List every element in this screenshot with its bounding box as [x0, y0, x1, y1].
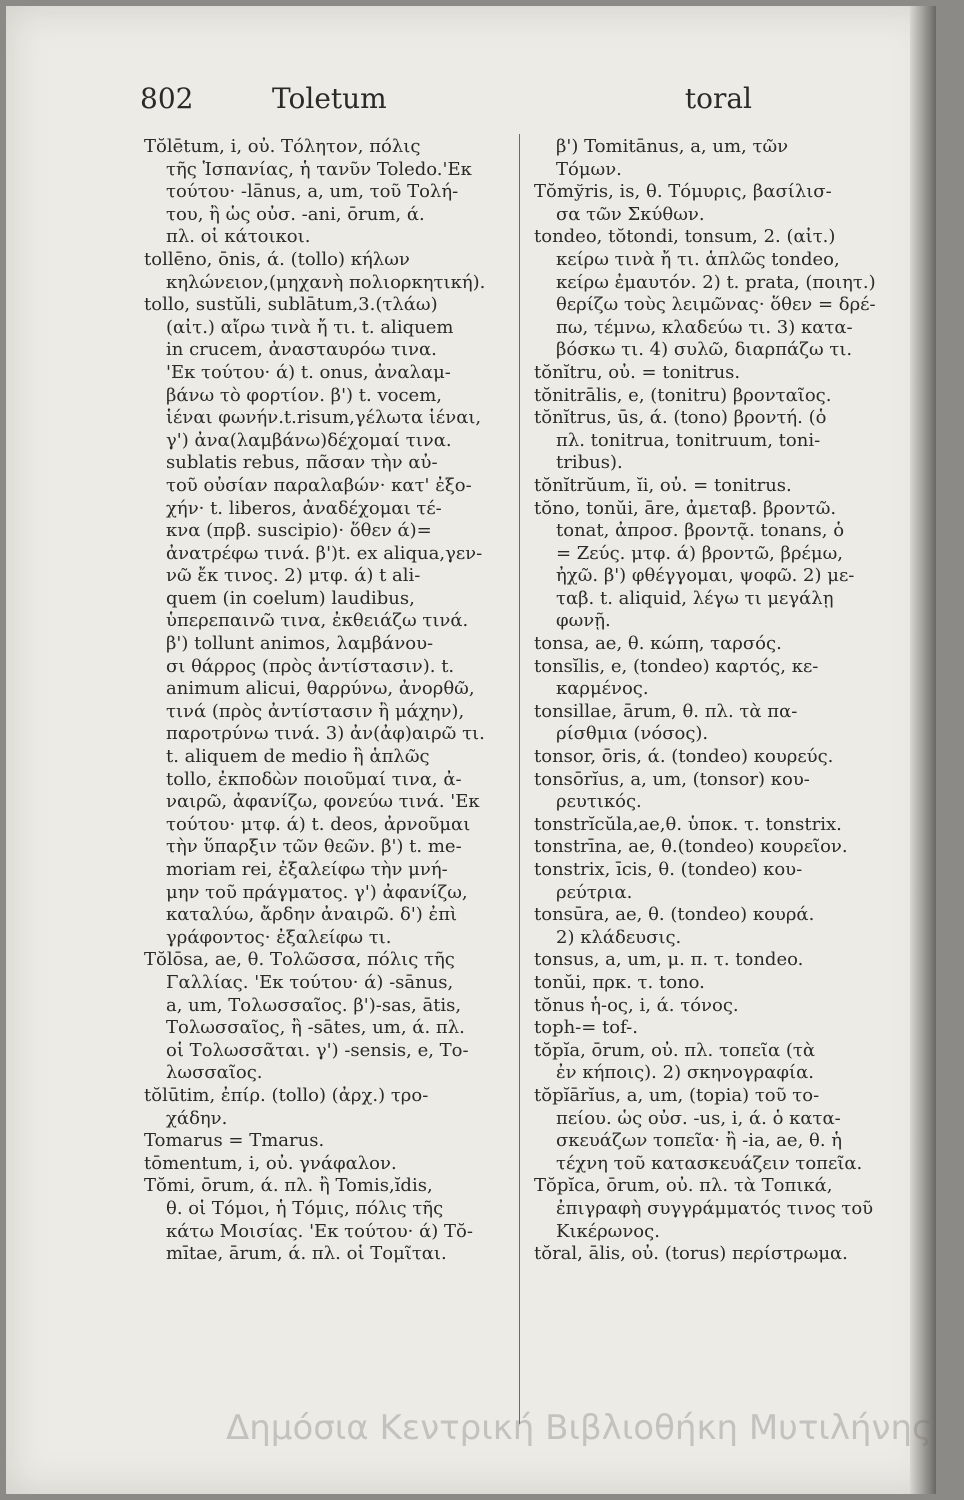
entry-line: τέχνη τοῦ κατασκευάζειν τοπεῖα. [556, 1152, 863, 1174]
entry-line: β') tollunt animos, λαμβάνου- [166, 633, 434, 655]
entry-line: tondeo, tŏtondi, tonsum, 2. (αἰτ.) [534, 226, 836, 248]
entry-line: Tŏpĭca, ōrum, οὐ. πλ. τὰ Τοπικά, [534, 1175, 833, 1197]
entry-line: παροτρύνω τινά. 3) ἀν(ἀφ)αιρῶ τι. [166, 723, 485, 745]
entry-line: tŏnĭtrŭum, ĭi, οὐ. = tonitrus. [534, 474, 792, 496]
entry-line: ἱέναι φωνήν.t.risum,γέλωτα ἱέναι, [166, 407, 482, 429]
entry-line: τοῦ οὐσίαν παραλαβών· κατ' ἐξο- [166, 474, 472, 496]
entry-line: καρμένος. [556, 678, 649, 700]
entry-line: Κικέρωνος. [556, 1220, 660, 1242]
entry-line: γράφοντος· ἐξαλείφω τι. [166, 926, 392, 948]
entry-line: Τόμων. [556, 158, 622, 180]
entry-line: tŏpĭa, ōrum, οὐ. πλ. τοπεῖα (τὰ [534, 1039, 815, 1061]
entry-line: καταλύω, ἄρδην ἀναιρῶ. δ') ἐπὶ [166, 904, 458, 926]
entry-line: σκευάζων τοπεῖα· ἢ -ia, ae, θ. ἡ [556, 1130, 843, 1152]
entry-line: Τολωσσαῖος, ἢ -sātes, um, ά. πλ. [166, 1017, 465, 1039]
entry-line: ἐν κήποις). 2) σκηνογραφία. [556, 1062, 814, 1084]
entry-line: = Ζεύς. μτφ. ά) βροντῶ, βρέμω, [556, 542, 843, 564]
entry-line: βάνω τὸ φορτίον. β') t. vocem, [166, 384, 442, 406]
entry-line: quem (in coelum) laudibus, [166, 587, 415, 609]
entry-line: tŏnitrālis, e, (tonitru) βρονταῖος. [534, 384, 832, 406]
entry-line: in crucem, ἀνασταυρόω τινα. [166, 339, 437, 361]
running-head-right: toral [684, 82, 752, 115]
entry-line: γ') ἀνα(λαμβάνω)δέχομαί τινα. [166, 429, 452, 451]
entry-line: tollēno, ōnis, ά. (tollo) κήλων [144, 248, 410, 270]
entry-line: τῆς Ἱσπανίας, ἡ τανῦν Toledo.'Εκ [166, 158, 472, 180]
entry-line: animum alicui, θαρρύνω, ἀνορθῶ, [166, 678, 475, 700]
entry-line: ρεύτρια. [556, 881, 633, 903]
entry-line: (αἰτ.) αἴρω τινὰ ἤ τι. t. aliquem [166, 316, 454, 338]
entry-line: tonsōrĭus, a, um, (tonsor) κου- [534, 768, 810, 790]
entry-line: κείρω ἐμαυτόν. 2) t. prata, (ποιητ.) [556, 271, 876, 293]
right-column [534, 136, 904, 1266]
entry-line: toph-= tof-. [534, 1017, 638, 1039]
entry-line: tonsus, a, um, μ. π. τ. tondeo. [534, 949, 804, 971]
entry-line: πλ. οἱ κάτοικοι. [166, 226, 311, 248]
entry-line: mītae, ārum, ά. πλ. οἱ Τομῖται. [166, 1243, 447, 1265]
entry-line: tŏral, ālis, οὐ. (torus) περίστρωμα. [534, 1243, 848, 1265]
entry-line: θ. οἱ Τόμοι, ἡ Τόμις, πόλις τῆς [166, 1197, 444, 1219]
entry-line: νῶ ἔκ τινος. 2) μτφ. ά) t ali- [166, 565, 421, 587]
entry-line: ρευτικός. [556, 791, 642, 813]
entry-line: πω, τέμνω, κλαδεύω τι. 3) κατα- [556, 316, 853, 338]
entry-line: tonsĭlis, e, (tondeo) καρτός, κε- [534, 655, 819, 677]
entry-line: του, ἢ ὡς οὐσ. -ani, ōrum, ά. [166, 203, 425, 225]
entry-line: tribus). [556, 452, 623, 474]
entry-line: tonstrīna, ae, θ.(tondeo) κουρεῖον. [534, 836, 848, 858]
entry-line: τινά (πρὸς ἀντίστασιν ἢ μάχην), [166, 700, 465, 722]
entry-line: ἐπιγραφὴ συγγράμματός τινος τοῦ [556, 1197, 874, 1219]
entry-line: tollo, ἐκποδὼν ποιοῦμαί τινα, ἀ- [166, 768, 462, 790]
entry-line: Tŏmўris, is, θ. Τόμυρις, βασίλισ- [534, 181, 832, 203]
entry-line: tonsūra, ae, θ. (tondeo) κουρά. [534, 904, 815, 926]
entry-line: tonstrĭcŭla,ae,θ. ὑποκ. τ. tonstrix. [534, 813, 842, 835]
entry-line: tŏno, tonŭi, āre, ἀμεταβ. βροντῶ. [534, 497, 837, 519]
entry-line: ἠχῶ. β') φθέγγομαι, ψοφῶ. 2) με- [556, 565, 855, 587]
page-header [140, 82, 752, 116]
column-divider [519, 134, 520, 1424]
entry-line: χήν· t. liberos, ἀναδέχομαι τέ- [166, 497, 442, 519]
entry-line: tollo, sustŭli, sublātum,3.(τλάω) [144, 294, 438, 316]
library-watermark: Δημόσια Κεντρική Βιβλιοθήκη Μυτιλήνης [226, 1408, 932, 1448]
entry-line: Tŏlōsa, ae, θ. Τολῶσσα, πόλις τῆς [144, 949, 455, 971]
entry-line: ἀνατρέφω τινά. β')t. ex aliqua,γεν- [166, 542, 483, 564]
entry-line: ταβ. t. aliquid, λέγω τι μεγάλῃ [556, 587, 834, 609]
entry-line: ὑπερεπαινῶ τινα, ἐκθειάζω τινά. [166, 610, 469, 632]
entry-line: tonsillae, ārum, θ. πλ. τὰ πα- [534, 700, 798, 722]
entry-line: tōmentum, i, οὐ. γνάφαλον. [144, 1152, 397, 1174]
entry-line: χάδην. [166, 1107, 228, 1129]
entry-line: ναιρῶ, ἀφανίζω, φονεύω τινά. 'Εκ [166, 791, 480, 813]
entry-line: πλ. tonitrua, tonitruum, toni- [556, 429, 821, 451]
entry-line: θερίζω τοὺς λειμῶνας· ὅθεν = δρέ- [556, 294, 876, 316]
entry-line: φωνῇ. [556, 610, 611, 632]
entry-line: tonsor, ōris, ά. (tondeo) κουρεύς. [534, 746, 834, 768]
entry-line: Tŏlētum, i, οὐ. Τόλητον, πόλις [144, 136, 421, 157]
entry-line: πείου. ὡς οὐσ. -us, i, ά. ὁ κατα- [556, 1107, 841, 1129]
page-number: 802 [140, 82, 194, 115]
entry-line: Tŏmi, ōrum, ά. πλ. ἢ Tomis,ĭdis, [144, 1175, 433, 1197]
entry-line: a, um, Τολωσσαῖος. β')-sas, ātis, [166, 994, 462, 1016]
entry-line: 2) κλάδευσις. [556, 926, 682, 948]
entry-line: κείρω τινὰ ἤ τι. ἁπλῶς tondeo, [556, 248, 840, 270]
entry-line: οἱ Τολωσσᾶται. γ') -sensis, e, Το- [166, 1039, 469, 1061]
entry-line: tonŭi, πρκ. τ. tono. [534, 971, 705, 993]
entry-line: Tomarus = Tmarus. [144, 1130, 325, 1152]
entry-line: sublatis rebus, πᾶσαν τὴν αὐ- [166, 452, 438, 474]
entry-line: κηλώνειον,(μηχανὴ πολιορκητική). [166, 271, 486, 293]
entry-line: τὴν ὕπαρξιν τῶν θεῶν. β') t. me- [166, 836, 462, 858]
entry-line: τούτου· μτφ. ά) t. deos, ἀρνοῦμαι [166, 813, 471, 835]
entry-line: μην τοῦ πράγματος. γ') ἀφανίζω, [166, 881, 468, 903]
entry-line: τούτου· -lānus, a, um, τοῦ Τολή- [166, 181, 459, 203]
entry-line: Γαλλίας. 'Εκ τούτου· ά) -sānus, [166, 971, 454, 993]
book-spine-shadow [910, 6, 936, 1494]
entry-line: tŏnĭtrus, ūs, ά. (tono) βροντή. (ὁ [534, 407, 827, 429]
entry-line: moriam rei, ἐξαλείφω τὴν μνή- [166, 859, 448, 880]
entry-line: σι θάρρος (πρὸς ἀντίστασιν). t. [166, 655, 455, 677]
entry-line: βόσκω τι. 4) συλῶ, διαρπάζω τι. [556, 339, 853, 361]
entry-line: tonsa, ae, θ. κώπη, ταρσός. [534, 633, 782, 655]
entry-line: κνα (πρβ. suscipio)· ὅθεν ά)= [166, 520, 432, 542]
entry-line: λωσσαῖος. [166, 1062, 263, 1084]
entry-line: 'Εκ τούτου· ά) t. onus, ἀναλαμ- [166, 361, 451, 383]
entry-line: β') Tomitānus, a, um, τῶν [556, 136, 789, 157]
left-column [144, 136, 512, 1266]
entry-line: t. aliquem de medio ἢ ἁπλῶς [166, 746, 430, 768]
entry-line: tŏlūtim, ἐπίρ. (tollo) (ἀρχ.) τρο- [144, 1084, 429, 1106]
entry-line: σα τῶν Σκύθων. [556, 203, 705, 225]
entry-line: tŏnus ἡ-ος, i, ά. τόνος. [534, 994, 739, 1016]
entry-line: tŏpĭārĭus, a, um, (topia) τοῦ το- [534, 1084, 820, 1106]
entry-line: ρίσθμια (νόσος). [556, 723, 709, 745]
dictionary-page [6, 6, 936, 1494]
entry-line: κάτω Μοισίας. 'Εκ τούτου· ά) Tŏ- [166, 1220, 473, 1242]
entry-line: tonstrix, īcis, θ. (tondeo) κου- [534, 859, 803, 880]
entry-line: tonat, ἀπροσ. βροντᾷ. tonans, ὁ [556, 520, 845, 542]
running-head-left: Toletum [272, 82, 387, 115]
entry-line: tŏnĭtru, οὐ. = tonitrus. [534, 361, 741, 383]
